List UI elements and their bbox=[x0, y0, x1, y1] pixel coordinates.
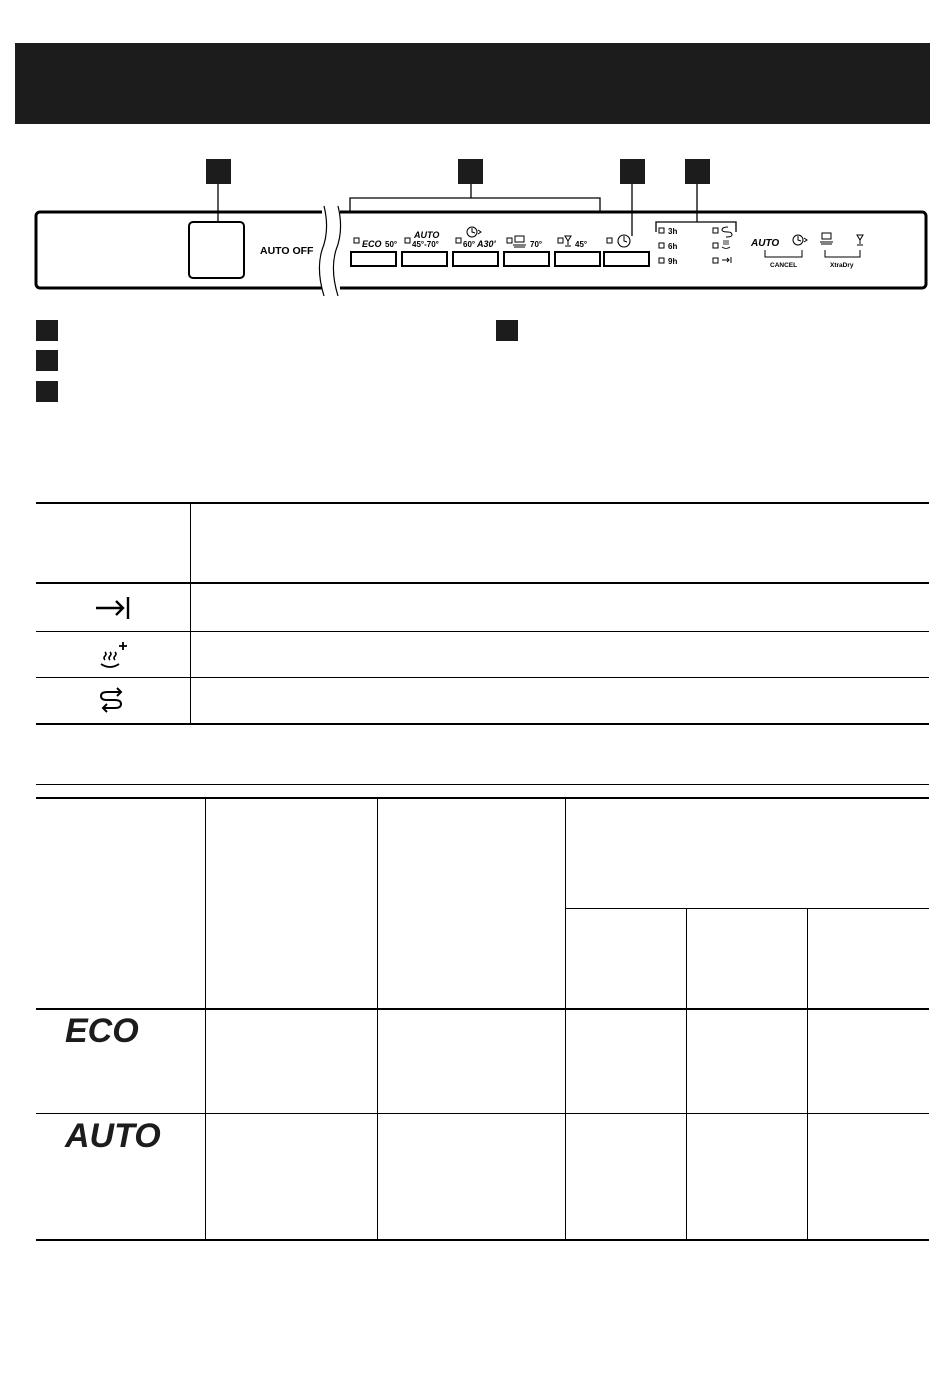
auto-label: AUTO bbox=[751, 238, 780, 249]
program-button-intensive bbox=[504, 252, 549, 266]
salt-indicator-icon bbox=[93, 639, 133, 671]
program-table-column-divider bbox=[205, 799, 206, 1240]
rinse-aid-indicator-icon bbox=[93, 685, 133, 717]
end-icon bbox=[722, 257, 731, 263]
program-quick-temp: 60° bbox=[463, 240, 476, 249]
salt-indicator-cell bbox=[36, 632, 190, 677]
legend-marker-4 bbox=[496, 320, 518, 341]
indicator-table-column-divider bbox=[190, 502, 191, 725]
legend-marker-1 bbox=[36, 320, 58, 341]
program-table-bottom-border bbox=[36, 1239, 929, 1241]
delay-option-9h: 9h bbox=[668, 257, 678, 266]
end-indicator-cell bbox=[36, 584, 190, 631]
indicator-table-bottom-border bbox=[36, 723, 929, 725]
indicator-table-top-border bbox=[36, 502, 929, 504]
delay-option-3h: 3h bbox=[668, 227, 678, 236]
end-indicator-icon bbox=[93, 594, 133, 622]
panel-outline bbox=[36, 212, 926, 288]
program-button-eco bbox=[351, 252, 396, 266]
pot-icon bbox=[515, 236, 524, 242]
auto-off-label: AUTO OFF bbox=[260, 245, 314, 257]
control-panel-illustration bbox=[0, 0, 950, 300]
legend-marker-2 bbox=[36, 350, 58, 371]
program-button-glass bbox=[555, 252, 600, 266]
program-table-title-top-border bbox=[36, 784, 929, 785]
program-intensive-temp: 70° bbox=[530, 240, 543, 249]
program-table-column-divider bbox=[807, 908, 808, 1240]
program-table-row-divider bbox=[36, 1113, 929, 1114]
delay-button bbox=[604, 252, 649, 266]
program-table-header-divider bbox=[36, 1008, 929, 1010]
program-button-quick bbox=[453, 252, 498, 266]
program-eco-symbol: ECO bbox=[65, 1012, 139, 1050]
program-table-subheader-divider bbox=[566, 908, 929, 909]
program-table-column-divider bbox=[565, 799, 566, 1240]
program-eco-name: ECO bbox=[362, 239, 382, 249]
program-quick-name: A30' bbox=[477, 239, 496, 249]
program-button-auto bbox=[402, 252, 447, 266]
program-auto-symbol: AUTO bbox=[65, 1117, 161, 1155]
salt-icon bbox=[722, 240, 730, 249]
program-eco-temp: 50° bbox=[385, 240, 398, 249]
program-auto-temp: 45°-70° bbox=[412, 240, 439, 249]
rinse-aid-icon bbox=[722, 227, 732, 237]
xtradry-label: XtraDry bbox=[830, 262, 854, 269]
glass-icon bbox=[565, 236, 571, 246]
legend-marker-3 bbox=[36, 381, 58, 402]
program-table-column-divider bbox=[686, 908, 687, 1240]
program-table-top-border bbox=[36, 797, 929, 799]
rinse-aid-indicator-cell bbox=[36, 678, 190, 723]
program-table-column-divider bbox=[377, 799, 378, 1240]
program-auto-name: AUTO bbox=[414, 230, 440, 240]
cancel-label: CANCEL bbox=[770, 262, 798, 269]
on-off-switch bbox=[189, 222, 244, 278]
delay-option-6h: 6h bbox=[668, 242, 678, 251]
program-glass-temp: 45° bbox=[575, 240, 588, 249]
